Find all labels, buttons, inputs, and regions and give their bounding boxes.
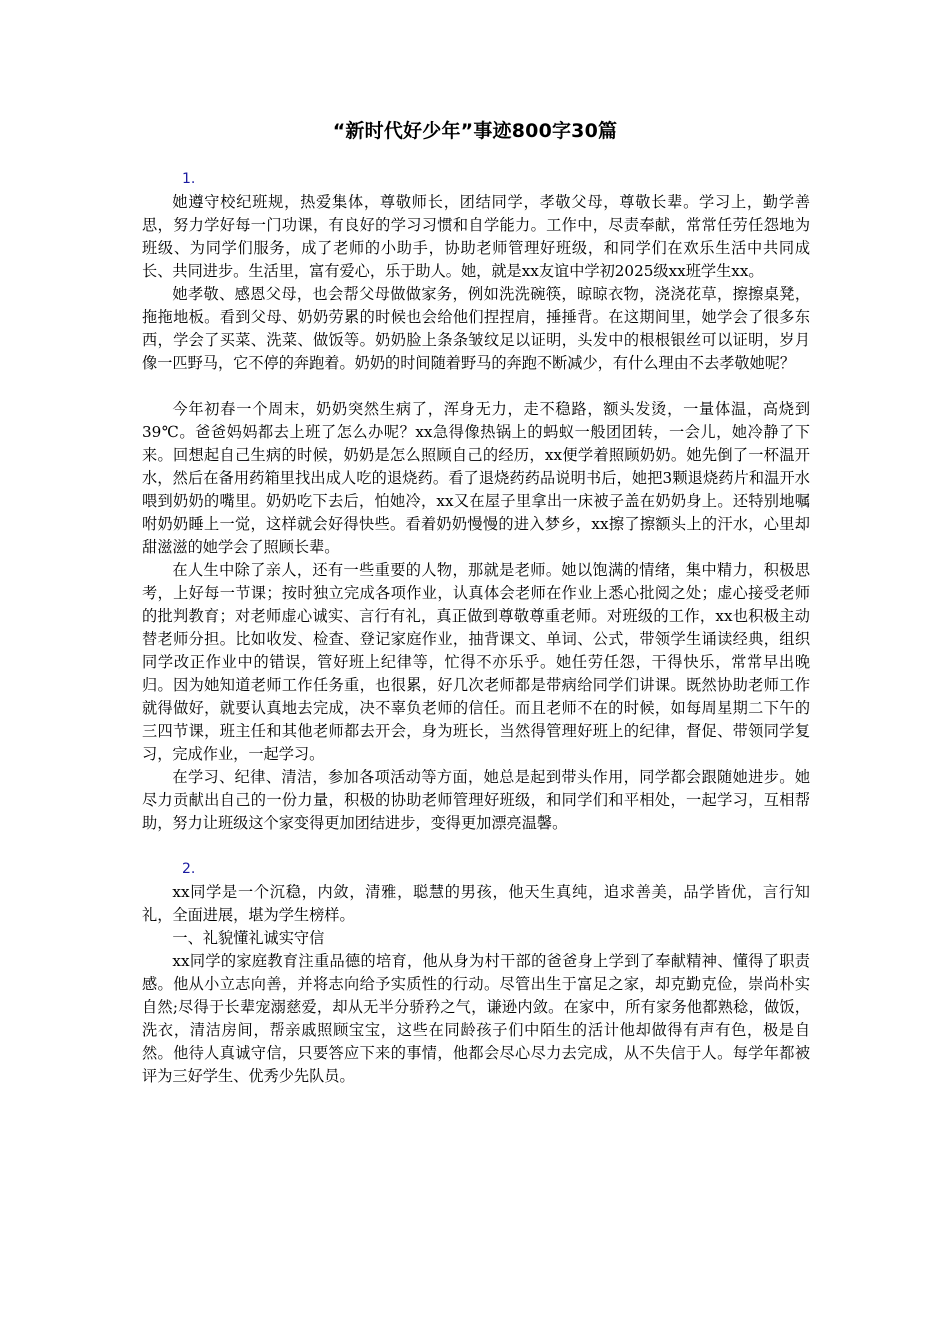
section-number: 1. — [182, 171, 196, 187]
paragraph: 她遵守校纪班规，热爱集体，尊敬师长，团结同学，孝敬父母，尊敬长辈。学习上，勤学善思，努力学好每一门功课，有良好的学习习惯和自学能力。工作中，尽责奉献，常常任劳任怨地为班级、为同学们服务，成了老师的小助手，协助老师管理好班级，和同学们在欢乐生活中共同成长、共同进步。生活里，富有爱心，乐于助人。她，就是xx友谊中学初2025级xx班学生xx。 — [142, 193, 810, 280]
section-1 — [142, 168, 810, 835]
subheading: 一、礼貌懂礼诚实守信 — [172, 929, 325, 947]
paragraph: xx同学的家庭教育注重品德的培育，他从身为村干部的爸爸身上学到了奉献精神、懂得了职责感。他从小立志向善，并将志向给予实质性的行动。尽管出生于富足之家，却克勤克俭，崇尚朴实自然;尽得于长辈宠溺慈爱，却从无半分骄矜之气，谦逊内敛。在家中，所有家务他都熟稔，做饭，洗衣，清洁房间，帮亲戚照顾宝宝，这些在同龄孩子们中陌生的活计他却做得有声有色，极是自然。他待人真诚守信，只要答应下来的事情，他都会尽心尽力去完成，从不失信于人。每学年都被评为三好学生、优秀少先队员。 — [142, 952, 810, 1085]
paragraph: 在学习、纪律、清洁，参加各项活动等方面，她总是起到带头作用，同学都会跟随她进步。她尽力贡献出自己的一份力量，积极的协助老师管理好班级，和同学们和平相处，一起学习，互相帮助，努力让班级这个家变得更加团结进步，变得更加漂亮温馨。 — [142, 768, 810, 832]
paragraph: 在人生中除了亲人，还有一些重要的人物，那就是老师。她以饱满的情绪，集中精力，积极思考，上好每一节课；按时独立完成各项作业，认真体会老师在作业上悉心批阅之处；虚心接受老师的批判教育；对老师虚心诚实、言行有礼，真正做到尊敬尊重老师。对班级的工作，xx也积极主动替老师分担。比如收发、检查、登记家庭作业，抽背课文、单词、公式，带领学生诵读经典，组织同学改正作业中的错误，管好班上纪律等，忙得不亦乐乎。她任劳任怨，干得快乐，常常早出晚归。因为她知道老师工作任务重，也很累，好几次老师都是带病给同学们讲课。既然协助老师工作就得做好，就要认真地去完成，决不辜负老师的信任。而且老师不在的时候，如每周星期二下午的三四节课，班主任和其他老师都去开会，身为班长，当然得管理好班上的纪律，督促、带领同学复习，完成作业，一起学习。 — [142, 561, 810, 763]
section-2 — [142, 858, 810, 1088]
paragraph: 她孝敬、感恩父母，也会帮父母做做家务，例如洗洗碗筷，晾晾衣物，浇浇花草，擦擦桌凳，拖拖地板。看到父母、奶奶劳累的时候也会给他们捏捏肩，捶捶背。在这期间里，她学会了很多东西，学会了买菜、洗菜、做饭等。奶奶脸上条条皱纹足以证明，头发中的根根银丝可以证明，岁月像一匹野马，它不停的奔跑着。奶奶的时间随着野马的奔跑不断减少，有什么理由不去孝敬她呢？ — [142, 285, 810, 372]
section-number: 2. — [182, 861, 196, 877]
paragraph: xx同学是一个沉稳，内敛，清雅，聪慧的男孩，他天生真纯，追求善美，品学皆优，言行知礼，全面进展，堪为学生榜样。 — [142, 883, 810, 924]
document-title: “新时代好少年”事迹800字30篇 — [332, 120, 618, 142]
document-body — [142, 168, 810, 1088]
section-gap — [142, 835, 810, 858]
paragraph-gap — [142, 375, 810, 398]
paragraph: 今年初春一个周末，奶奶突然生病了，浑身无力，走不稳路，额头发烫，一量体温，高烧到39℃。爸爸妈妈都去上班了怎么办呢？xx急得像热锅上的蚂蚁一般团团转，一会儿，她冷静了下来。回想起自己生病的时候，奶奶是怎么照顾自己的经历，xx便学着照顾奶奶。她先倒了一杯温开水，然后在备用药箱里找出成人吃的退烧药。看了退烧药药品说明书后，她把3颗退烧药片和温开水喂到奶奶的嘴里。奶奶吃下去后，怕她冷，xx又在屋子里拿出一床被子盖在奶奶身上。还特别地嘱咐奶奶睡上一觉，这样就会好得快些。看着奶奶慢慢的进入梦乡，xx擦了擦额头上的汗水，心里却甜滋滋的她学会了照顾长辈。 — [142, 400, 810, 556]
